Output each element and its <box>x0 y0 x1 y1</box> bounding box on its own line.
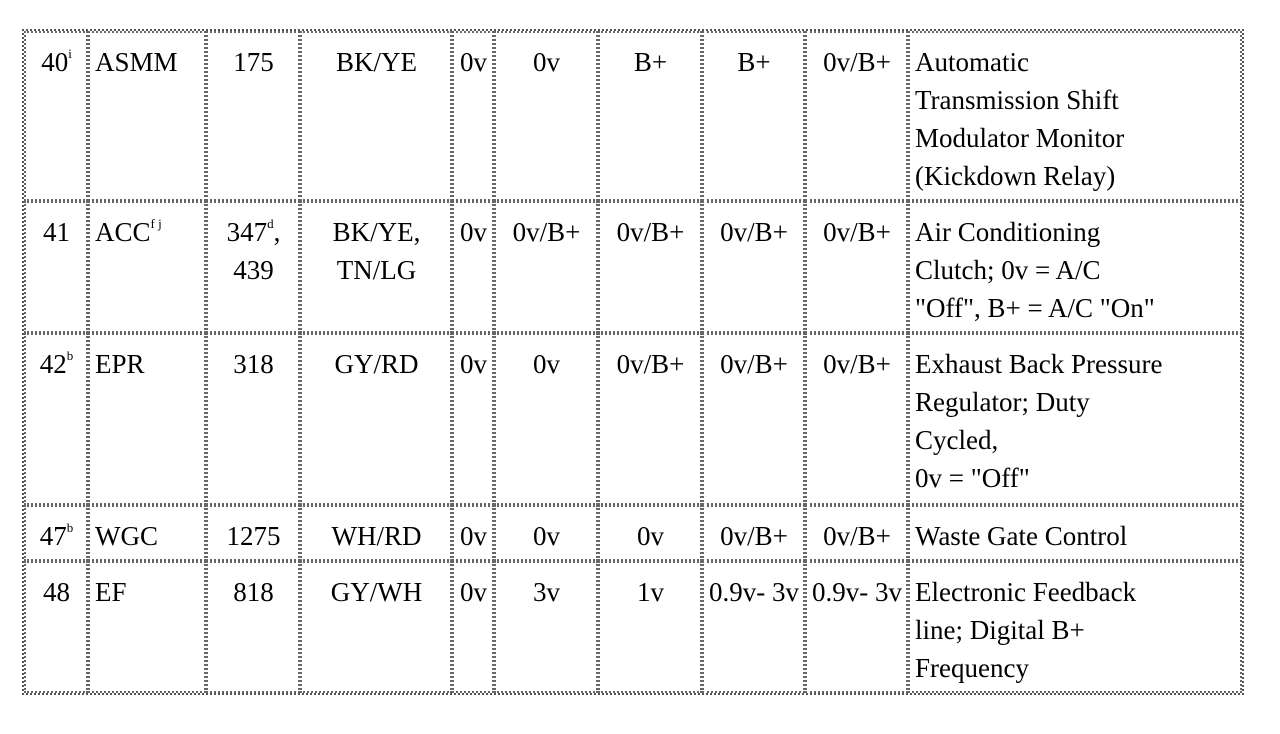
pin-number: 42 <box>39 349 67 379</box>
circuit-number-cell <box>206 31 300 201</box>
voltage-cell-3 <box>598 31 702 201</box>
voltage-cell-4 <box>702 561 805 693</box>
voltage-value: 0v/B+ <box>720 349 788 379</box>
voltage-cell-4 <box>702 333 805 505</box>
circuit-number: 1275 <box>226 521 281 551</box>
signal-footnote: f j <box>150 216 162 231</box>
description-cell <box>908 505 1242 561</box>
voltage-cell-5 <box>805 201 908 333</box>
voltage-cell-5 <box>805 31 908 201</box>
voltage-value: 3v <box>533 577 560 607</box>
voltage-value: 0v <box>460 521 487 551</box>
signal-name-cell <box>88 505 206 561</box>
voltage-value: 0v/B+ <box>823 349 891 379</box>
circuit-number-cell <box>206 333 300 505</box>
pin-number: 40 <box>41 47 69 77</box>
voltage-cell-2 <box>494 333 598 505</box>
description-line: Waste Gate Control <box>915 521 1128 551</box>
voltage-cell-5 <box>805 561 908 693</box>
voltage-value: 0v <box>533 521 560 551</box>
pin-number-cell <box>24 561 88 693</box>
voltage-cell-3 <box>598 201 702 333</box>
table-row <box>24 561 1242 693</box>
description-cell <box>908 201 1242 333</box>
pin-number-cell <box>24 31 88 201</box>
wire-color: BK/YE <box>336 47 417 77</box>
description-line: Frequency <box>915 653 1029 683</box>
signal-name: ASMM <box>95 47 178 77</box>
wire-color: WH/RD <box>331 521 422 551</box>
description-line: Electronic Feedback <box>915 577 1137 607</box>
circuit-number: 818 <box>233 577 274 607</box>
wire-color: GY/WH <box>330 577 423 607</box>
voltage-cell-2 <box>494 505 598 561</box>
voltage-value: B+ <box>633 47 668 77</box>
pin-number: 47 <box>39 521 67 551</box>
voltage-value: 0v/B+ <box>616 349 685 379</box>
voltage-cell-5 <box>805 505 908 561</box>
voltage-value: B+ <box>737 47 771 77</box>
voltage-cell-3 <box>598 333 702 505</box>
voltage-value: 0v <box>460 577 487 607</box>
voltage-cell-1 <box>452 505 494 561</box>
wire-color-cell <box>300 561 452 693</box>
description-line: Air Conditioning <box>915 217 1101 247</box>
description-line: Automatic <box>915 47 1029 77</box>
voltage-cell-1 <box>452 333 494 505</box>
signal-name: ACC <box>95 217 151 247</box>
voltage-value: 0v <box>533 349 560 379</box>
pin-footnote: i <box>68 46 72 61</box>
pin-footnote: b <box>66 348 74 363</box>
pin-footnote: b <box>66 520 74 535</box>
description-line: line; Digital B+ <box>915 615 1085 645</box>
circuit-number: 318 <box>233 349 274 379</box>
signal-name-cell <box>88 561 206 693</box>
circuit-number: 347 <box>226 217 268 247</box>
voltage-value: 0v/B+ <box>616 217 685 247</box>
voltage-value: 0v <box>460 47 487 77</box>
voltage-value: 0.9v- 3v <box>812 577 902 607</box>
circuit-number-cell <box>206 561 300 693</box>
description-line: Transmission Shift <box>915 85 1119 115</box>
voltage-cell-2 <box>494 561 598 693</box>
voltage-cell-3 <box>598 505 702 561</box>
voltage-value: 0v/B+ <box>823 47 891 77</box>
description-line: Exhaust Back Pressure <box>915 349 1163 379</box>
description-line: "Off", B+ = A/C "On" <box>915 293 1155 323</box>
description-line: Clutch; 0v = A/C <box>915 255 1101 285</box>
wire-color: GY/RD <box>334 349 419 379</box>
voltage-cell-5 <box>805 333 908 505</box>
voltage-value: 1v <box>637 577 664 607</box>
voltage-cell-2 <box>494 31 598 201</box>
voltage-cell-4 <box>702 505 805 561</box>
voltage-value: 0v/B+ <box>512 217 581 247</box>
voltage-cell-4 <box>702 201 805 333</box>
voltage-value: 0v/B+ <box>823 521 891 551</box>
description-cell <box>908 561 1242 693</box>
voltage-cell-2 <box>494 201 598 333</box>
voltage-cell-3 <box>598 561 702 693</box>
pin-table-body <box>24 31 1242 693</box>
wire-color-cell <box>300 505 452 561</box>
voltage-value: 0v/B+ <box>720 521 788 551</box>
wire-color-cell <box>300 333 452 505</box>
description-cell <box>908 31 1242 201</box>
wire-color: BK/YE, TN/LG <box>332 217 421 285</box>
table-row <box>24 505 1242 561</box>
voltage-value: 0v/B+ <box>823 217 891 247</box>
signal-name: WGC <box>95 521 158 551</box>
voltage-value: 0v <box>460 349 487 379</box>
circuit-number: 175 <box>233 47 274 77</box>
signal-name-cell <box>88 201 206 333</box>
pin-number-cell <box>24 505 88 561</box>
table-row <box>24 201 1242 333</box>
voltage-cell-4 <box>702 31 805 201</box>
table-row <box>24 31 1242 201</box>
description-line: Regulator; Duty <box>915 387 1090 417</box>
signal-name: EPR <box>95 349 145 379</box>
circuit-footnote: d <box>267 216 274 231</box>
description-cell <box>908 333 1242 505</box>
voltage-value: 0v <box>533 47 560 77</box>
pin-table <box>22 29 1244 695</box>
description-line: Cycled, <box>915 425 999 455</box>
pin-number-cell <box>24 201 88 333</box>
table-row <box>24 333 1242 505</box>
wire-color-cell <box>300 31 452 201</box>
pin-number-cell <box>24 333 88 505</box>
wire-color-cell <box>300 201 452 333</box>
signal-name-cell <box>88 31 206 201</box>
voltage-cell-1 <box>452 31 494 201</box>
signal-name-cell <box>88 333 206 505</box>
circuit-number-extra: , 439 <box>233 217 281 285</box>
description-line: 0v = "Off" <box>915 463 1030 493</box>
signal-name: EF <box>95 577 127 607</box>
voltage-value: 0v <box>637 521 664 551</box>
description-line: (Kickdown Relay) <box>915 161 1116 191</box>
voltage-value: 0v <box>460 217 487 247</box>
voltage-cell-1 <box>452 201 494 333</box>
circuit-number-cell <box>206 505 300 561</box>
pin-number: 41 <box>43 217 70 247</box>
description-line: Modulator Monitor <box>915 123 1125 153</box>
voltage-value: 0.9v- 3v <box>709 577 799 607</box>
voltage-value: 0v/B+ <box>720 217 788 247</box>
pin-number: 48 <box>43 577 70 607</box>
circuit-number-cell <box>206 201 300 333</box>
voltage-cell-1 <box>452 561 494 693</box>
